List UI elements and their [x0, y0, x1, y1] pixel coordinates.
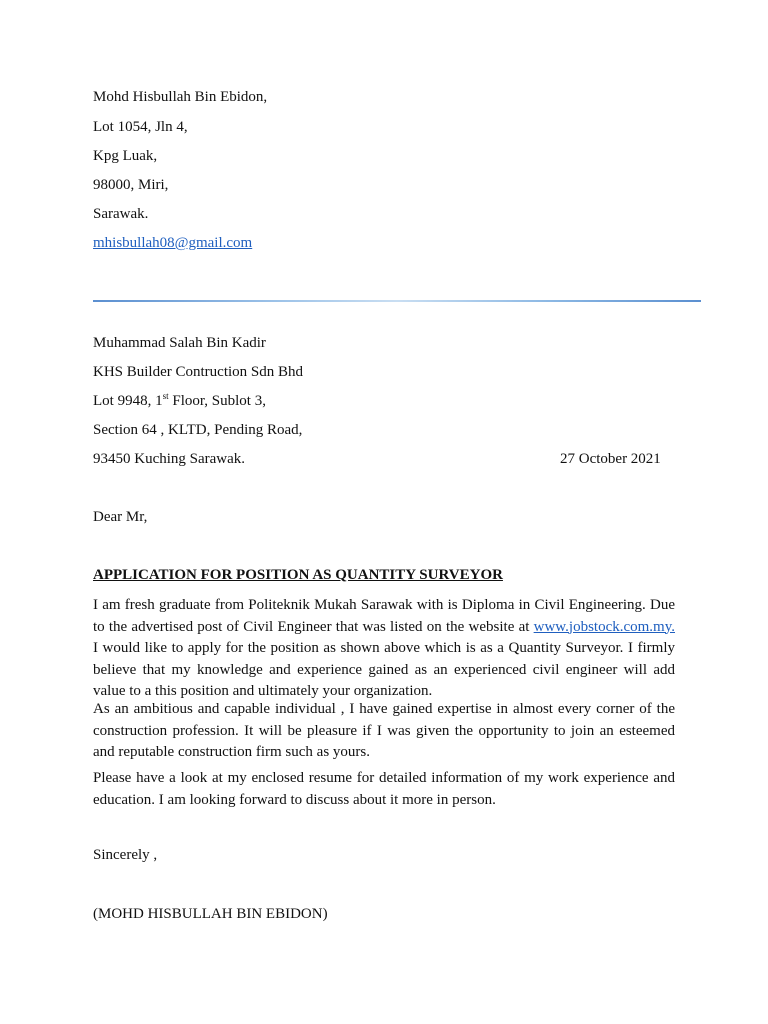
sender-address-line-4: Sarawak. [93, 206, 149, 222]
sender-name: Mohd Hisbullah Bin Ebidon, [93, 89, 268, 105]
body-paragraph-1-end: I would like to apply for the position as shown above which is as a Quantity Surveyor. I firmly believe that my knowledge and experience gained as an experienced civil engineer will add value to a this position and ultimately your organization. [93, 640, 675, 699]
recipient-address-line-3: 93450 Kuching Sarawak. [93, 451, 246, 467]
ordinal-suffix: st [162, 391, 169, 401]
subject-heading: APPLICATION FOR POSITION AS QUANTITY SURVEYOR [93, 567, 503, 583]
recipient-address-line-1-start: Lot 9948, 1 [93, 393, 163, 409]
salutation: Dear Mr, [93, 509, 148, 525]
body-paragraph-3: Please have a look at my enclosed resume for detailed information of my work experience and education. I am looking forward to discuss about it more in person. [93, 770, 675, 808]
sender-address-line-1: Lot 1054, Jln 4, [93, 119, 188, 135]
recipient-name: Muhammad Salah Bin Kadir [93, 335, 266, 351]
closing: Sincerely , [93, 847, 158, 863]
letter-date: 27 October 2021 [560, 451, 661, 467]
website-link[interactable]: www.jobstock.com.my. [533, 618, 675, 635]
sender-email-link[interactable]: mhisbullah08@gmail.com [93, 235, 253, 251]
sender-address-line-2: Kpg Luak, [93, 148, 158, 164]
body-paragraph-1 [93, 595, 675, 703]
recipient-address-line-2: Section 64 , KLTD, Pending Road, [93, 422, 303, 438]
recipient-company: KHS Builder Contruction Sdn Bhd [93, 364, 304, 380]
header-divider [93, 300, 701, 302]
body-paragraph-1-start: I am fresh graduate from Politeknik Mukah Sarawak with is Diploma in Civil Engineering. Due to the advertised post of Civil Engineer that was listed on the website at [93, 597, 675, 635]
recipient-address-line-1-end: Floor, Sublot 3, [168, 393, 266, 409]
sender-address-line-3: 98000, Miri, [93, 177, 169, 193]
signature-name: (MOHD HISBULLAH BIN EBIDON) [93, 906, 328, 922]
body-paragraph-2: As an ambitious and capable individual , I have gained expertise in almost every corner of the construction profession. It will be pleasure if I was given the opportunity to join an esteemed and reputable construction firm such as yours. [93, 701, 675, 760]
recipient-address-line-1 [93, 392, 266, 411]
